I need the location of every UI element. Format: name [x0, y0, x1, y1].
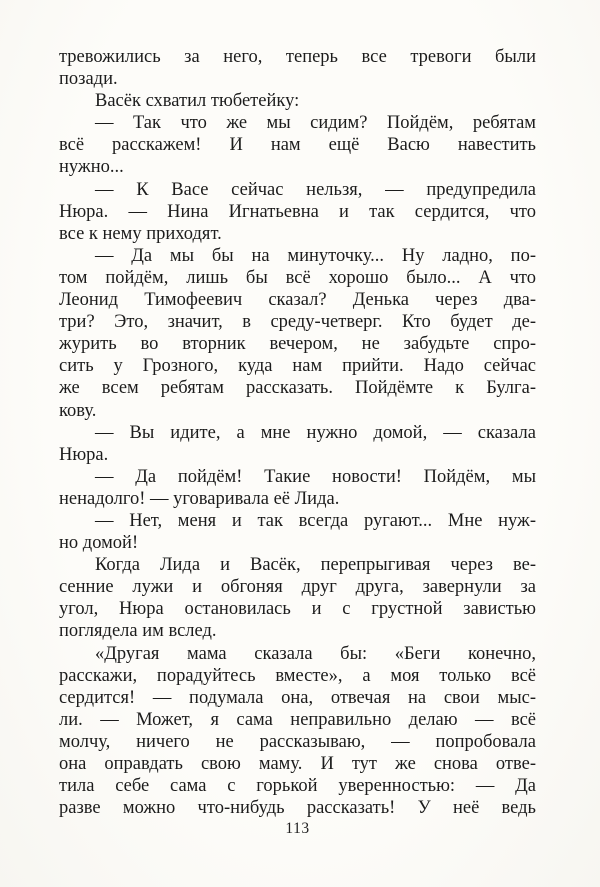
text-line: Когда Лида и Васёк, перепрыгивая через ве-	[95, 555, 536, 576]
text-line: Леонид Тимофеевич сказал? Денька через два-	[59, 290, 536, 311]
text-line: сить у Грозного, куда нам прийти. Надо сейчас	[59, 356, 536, 377]
text-line: три? Это, значит, в среду-четверг. Кто будет де-	[59, 312, 536, 333]
text-line: — Да пойдём! Такие новости! Пойдём, мы	[95, 466, 536, 487]
text-line: сенние лужи и обгоняя друг друга, завернули за	[59, 577, 536, 598]
text-line: Нюра. — Нина Игнатьевна и так сердится, что	[59, 201, 536, 222]
text-line: — Вы идите, а мне нужно домой, — сказала	[95, 422, 536, 443]
text-line: ненадолго! — уговаривала её Лида.	[59, 488, 340, 509]
text-line: позади.	[59, 69, 118, 90]
text-line: — К Васе сейчас нельзя, — предупредила	[95, 179, 536, 200]
text-line: все к нему приходят.	[59, 223, 222, 244]
text-line: угол, Нюра остановилась и с грустной завистью	[59, 599, 536, 620]
text-line: Васёк схватил тюбетейку:	[95, 91, 300, 112]
text-line: ли. — Может, я сама неправильно делаю — всё	[59, 709, 536, 730]
text-line: она оправдать свою маму. И тут же снова отве-	[59, 754, 536, 774]
text-line: «Другая мама сказала бы: «Беги конечно,	[95, 643, 536, 664]
text-line: всё расскажем! И нам ещё Васю навестить	[59, 135, 536, 156]
text-line: молчу, ничего не рассказываю, — попробовала	[59, 731, 536, 752]
text-line: кову.	[59, 400, 97, 421]
text-line: сердится! — подумала она, отвечая на свои мыс-	[59, 687, 536, 708]
text-line: — Да мы бы на минуточку... Ну ладно, по-	[95, 245, 536, 266]
text-line: поглядела им вслед.	[59, 621, 217, 642]
text-line: тила себе сама с горькой уверенностью: — Да	[59, 776, 536, 797]
text-line: журить во вторник вечером, не забудьте спро-	[59, 334, 536, 355]
text-line: тревожились за него, теперь все тревоги были	[59, 47, 536, 67]
text-line: но домой!	[59, 533, 139, 554]
text-line: Нюра.	[59, 444, 109, 465]
text-line: разве можно что-нибудь рассказать! У неё ведь	[59, 798, 536, 819]
text-line: нужно...	[59, 157, 124, 178]
page-number: 113	[285, 820, 310, 837]
text-line: том пойдём, лишь бы всё хорошо было... А что	[59, 267, 536, 288]
text-line: — Так что же мы сидим? Пойдём, ребятам	[95, 113, 536, 134]
text-line: расскажи, порадуйтесь вместе», а моя только всё	[59, 665, 536, 686]
page-text-block	[59, 46, 536, 819]
text-line: — Нет, меня и так всегда ругают... Мне нуж-	[95, 510, 536, 531]
text-line: же всем ребятам рассказать. Пойдёмте к Булга-	[59, 378, 536, 399]
